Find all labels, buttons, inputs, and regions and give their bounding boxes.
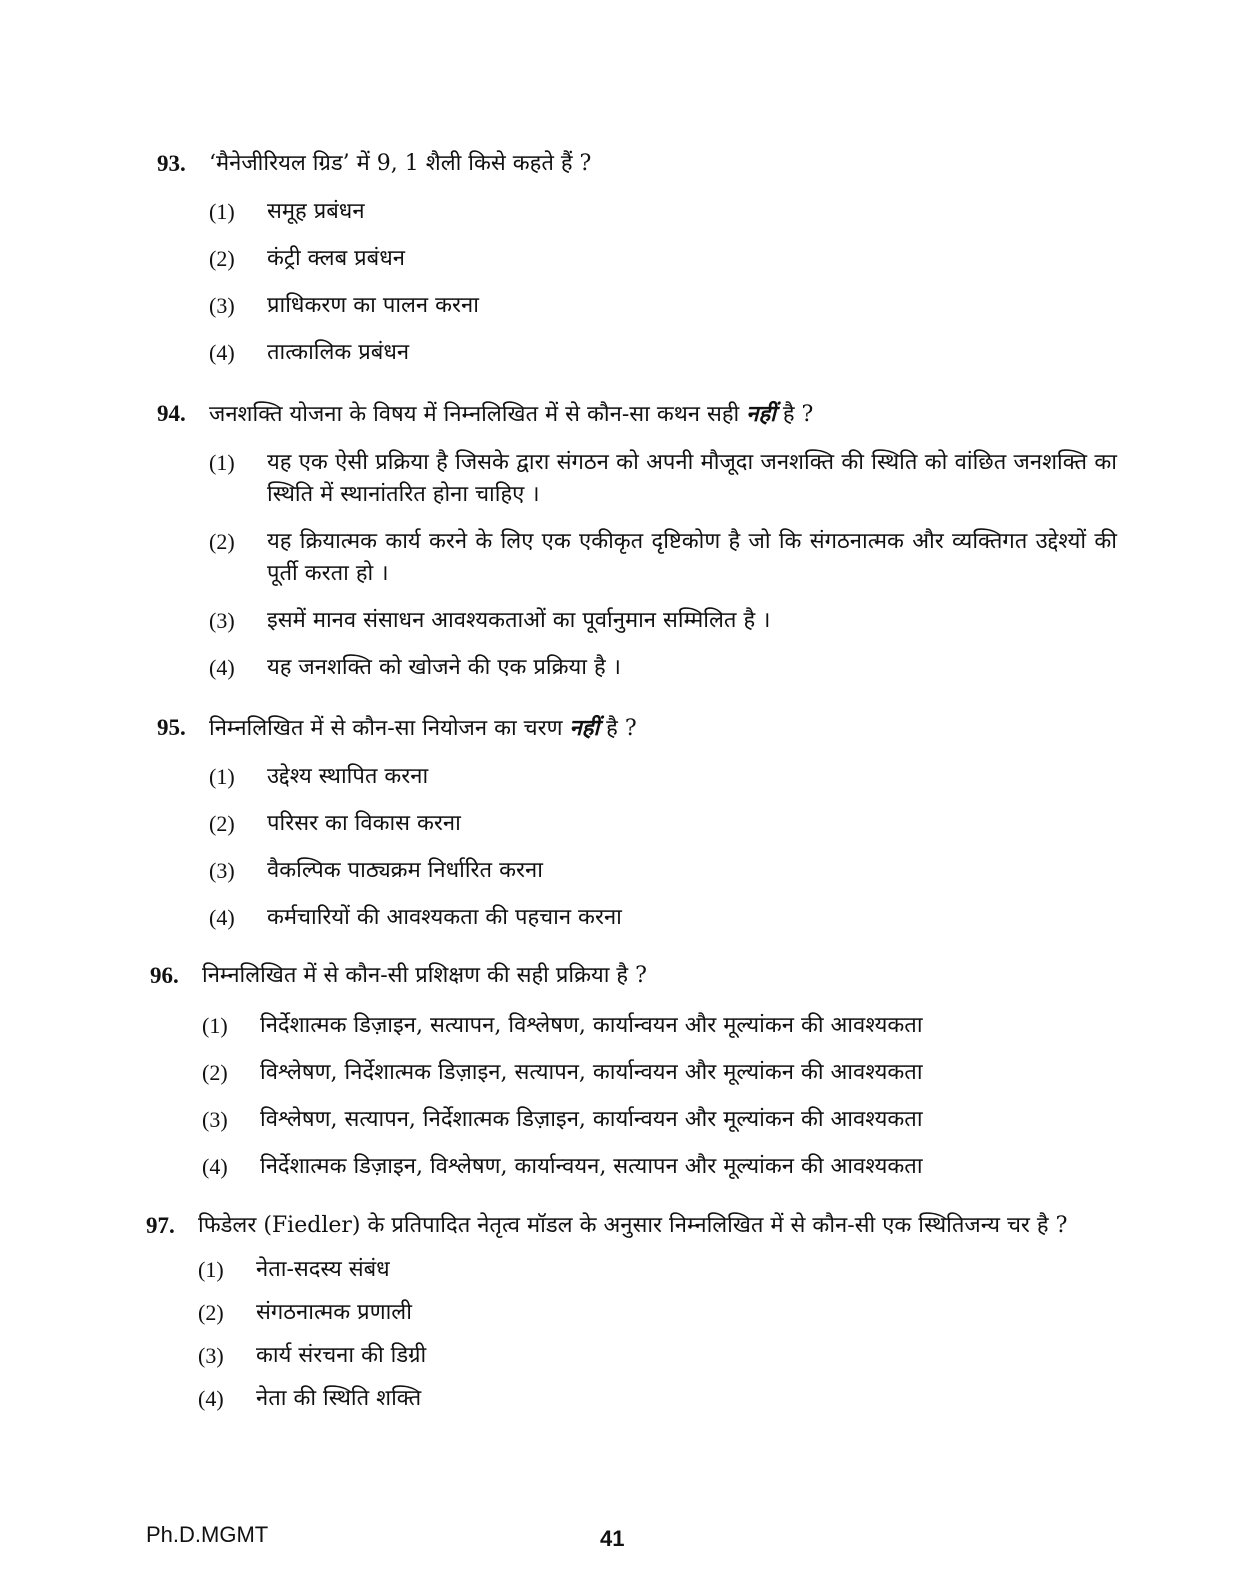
question-text-part: है ? [782,402,814,427]
question-text-part: निम्नलिखित में से कौन-सा नियोजन का चरण [209,716,563,741]
option-text: नेता-सदस्य संबंध [256,1257,390,1282]
question-text-part: जनशक्ति योजना के विषय में निम्नलिखित में से कौन-सा कथन सही [209,402,740,427]
option-text: कार्य संरचना की डिग्री [256,1343,427,1368]
option-text: उद्देश्य स्थापित करना [267,764,429,789]
option [209,243,1117,275]
question-text: निम्नलिखित में से कौन-सी प्रशिक्षण की सही प्रक्रिया है ? [202,963,647,988]
option-number: (3) [209,293,235,318]
option [209,902,1117,934]
option-number: (1) [209,450,235,475]
option-text: यह जनशक्ति को खोजने की एक प्रक्रिया है । [267,655,621,680]
question-number: 95. [157,715,186,740]
option-number: (2) [198,1300,224,1325]
option-number: (1) [198,1257,224,1282]
option-text: परिसर का विकास करना [267,811,461,836]
page-number: 41 [600,1526,625,1551]
footer-course-code: Ph.D.MGMT [146,1522,269,1547]
emphasis-not: नहीं [746,401,776,427]
option [209,526,1117,590]
question-96 [150,958,1120,1183]
option-number: (4) [209,340,235,365]
option-number: (2) [202,1060,228,1085]
option-number: (4) [202,1154,228,1179]
option-text: निर्देशात्मक डिज़ाइन, विश्लेषण, कार्यान्वयन, सत्यापन और मूल्यांकन की आवश्यकता [260,1154,923,1179]
option [209,855,1117,887]
question-97 [146,1208,1108,1415]
option-text: संगठनात्मक प्रणाली [256,1300,412,1325]
option-number: (2) [209,811,235,836]
option-text: नेता की स्थिति शक्ति [256,1386,422,1411]
option-text: यह क्रियात्मक कार्य करने के लिए एक एकीकृत दृष्टिकोण है जो कि संगठनात्मक और व्यक्तिगत उद्देश्यों की पूर्ती करता हो । [267,529,1117,586]
option [209,652,1117,684]
question-number: 96. [150,963,179,988]
option [198,1340,1108,1372]
question-text: फिडेलर (Fiedler) के प्रतिपादित नेतृत्व मॉडल के अनुसार निम्नलिखित में से कौन-सी एक स्थितिजन्य चर है ? [198,1213,1068,1238]
question-text-part: है ? [606,716,637,741]
question-95 [157,710,1117,934]
emphasis-not: नहीं [569,715,600,741]
question-93 [157,146,1117,369]
option-number: (2) [209,246,235,271]
option-number: (3) [198,1343,224,1368]
option-number: (3) [209,858,235,883]
option [202,1010,1120,1042]
question-number: 94. [157,401,186,426]
option [202,1151,1120,1183]
option-text: यह एक ऐसी प्रक्रिया है जिसके द्वारा संगठन को अपनी मौजूदा जनशक्ति की स्थिति को वांछित जनशक्ति का स्थिति में स्थानांतरित होना चाहिए । [267,450,1117,507]
option [198,1297,1108,1329]
option-text: इसमें मानव संसाधन आवश्यकताओं का पूर्वानुमान सम्मिलित है । [267,608,771,633]
option-number: (1) [209,199,235,224]
option [209,196,1117,228]
question-94 [157,396,1117,684]
option-number: (1) [202,1013,228,1038]
option-text: वैकल्पिक पाठ्यक्रम निर्धारित करना [267,858,543,883]
option [198,1383,1108,1415]
option-text: कंट्री क्लब प्रबंधन [267,246,405,271]
question-text [209,710,1117,747]
option-number: (4) [209,655,235,680]
option-number: (4) [198,1386,224,1411]
question-number: 93. [157,151,186,176]
option [209,808,1117,840]
option-number: (3) [202,1107,228,1132]
option-text: प्राधिकरण का पालन करना [267,293,479,318]
option-number: (1) [209,764,235,789]
option-text: कर्मचारियों की आवश्यकता की पहचान करना [267,905,622,930]
question-number: 97. [146,1213,175,1238]
option-number: (2) [209,529,235,554]
option [209,290,1117,322]
option [198,1254,1108,1286]
option [209,761,1117,793]
option [209,605,1117,637]
option-text: विश्लेषण, सत्यापन, निर्देशात्मक डिज़ाइन, कार्यान्वयन और मूल्यांकन की आवश्यकता [260,1107,923,1132]
option [209,337,1117,369]
option-number: (4) [209,905,235,930]
option-text: निर्देशात्मक डिज़ाइन, सत्यापन, विश्लेषण, कार्यान्वयन और मूल्यांकन की आवश्यकता [260,1013,923,1038]
option [202,1104,1120,1136]
option-text: विश्लेषण, निर्देशात्मक डिज़ाइन, सत्यापन, कार्यान्वयन और मूल्यांकन की आवश्यकता [260,1060,923,1085]
option-text: समूह प्रबंधन [267,199,365,224]
option [202,1057,1120,1089]
question-text [209,396,1117,433]
option-text: तात्कालिक प्रबंधन [267,340,410,365]
option-number: (3) [209,608,235,633]
question-text: ‘मैनेजीरियल ग्रिड’ में 9, 1 शैली किसे कहते हैं ? [209,151,592,176]
option [209,447,1117,511]
